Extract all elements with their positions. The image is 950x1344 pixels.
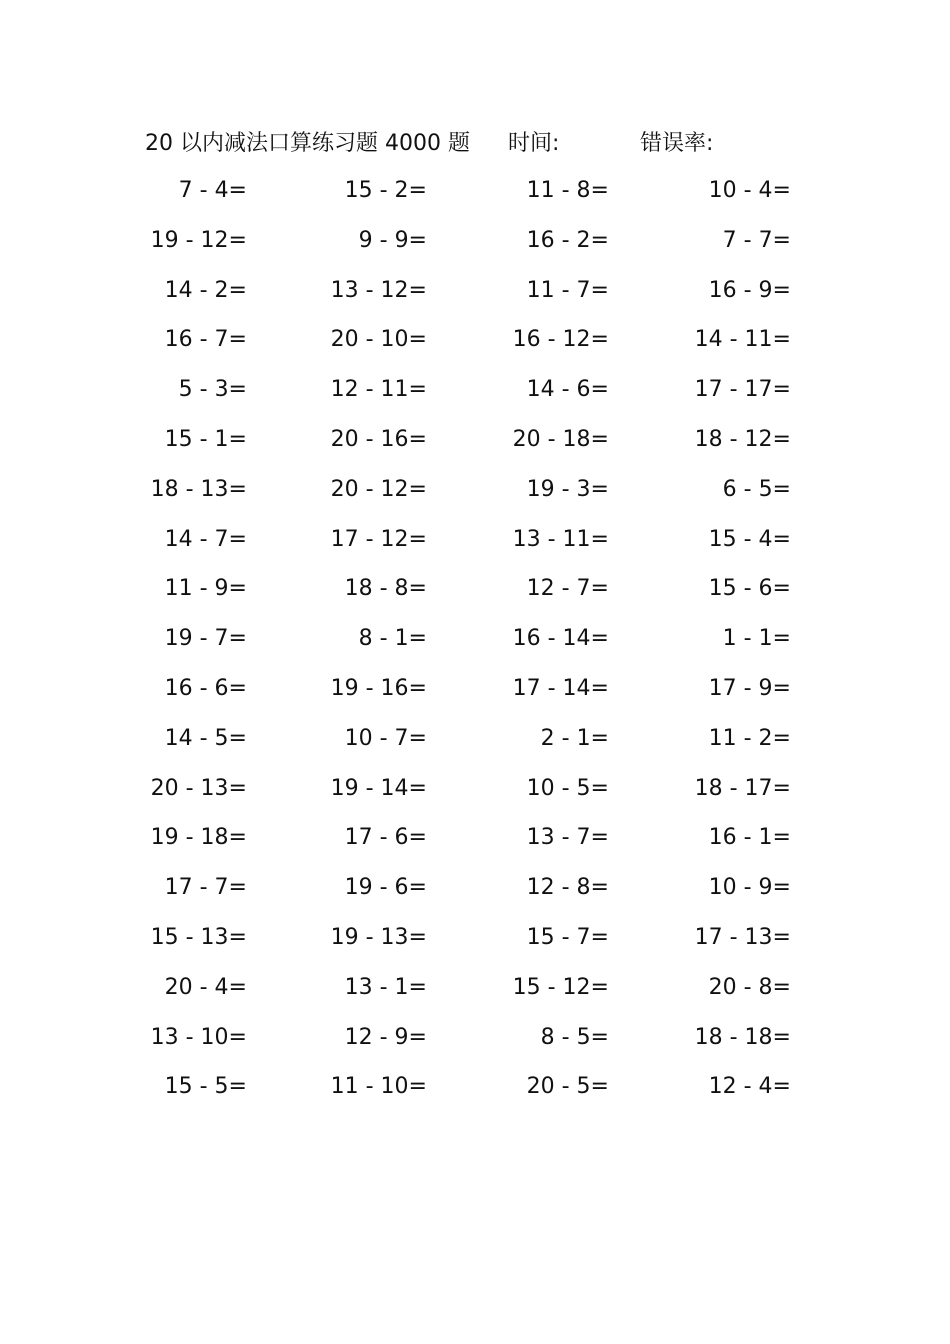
problem-cell: 16 - 7= — [164, 327, 247, 353]
problem-cell: 11 - 7= — [526, 277, 609, 303]
problem-cell: 13 - 12= — [330, 277, 427, 303]
problem-cell: 20 - 4= — [164, 974, 247, 1000]
problem-cell: 15 - 2= — [344, 178, 427, 203]
problem-cell: 13 - 11= — [512, 526, 609, 552]
problem-cell: 11 - 8= — [526, 178, 609, 203]
problem-cell: 13 - 1= — [344, 974, 427, 1000]
problem-cell: 13 - 10= — [150, 1024, 247, 1050]
problem-cell: 8 - 5= — [540, 1024, 609, 1050]
problem-cell: 17 - 12= — [330, 526, 427, 552]
problem-cell: 19 - 13= — [330, 924, 427, 950]
problem-cell: 18 - 18= — [694, 1024, 791, 1050]
problem-cell: 14 - 2= — [164, 277, 247, 303]
problem-cell: 14 - 6= — [526, 377, 609, 403]
problem-cell: 19 - 14= — [330, 775, 427, 801]
problem-cell: 20 - 10= — [330, 327, 427, 353]
problem-cell: 14 - 5= — [164, 725, 247, 751]
problem-cell: 7 - 4= — [178, 178, 247, 203]
problem-cell: 15 - 7= — [526, 924, 609, 950]
problem-cell: 5 - 3= — [178, 377, 247, 403]
problem-cell: 12 - 9= — [344, 1024, 427, 1050]
problem-cell: 20 - 13= — [150, 775, 247, 801]
problem-cell: 16 - 12= — [512, 327, 609, 353]
problem-cell: 19 - 18= — [150, 825, 247, 851]
problem-cell: 16 - 2= — [526, 227, 609, 253]
problem-cell: 18 - 12= — [694, 426, 791, 452]
problem-cell: 15 - 12= — [512, 974, 609, 1000]
problem-cell: 10 - 9= — [708, 875, 791, 901]
problem-cell: 15 - 1= — [164, 426, 247, 452]
problem-cell: 17 - 13= — [694, 924, 791, 950]
problem-cell: 10 - 5= — [526, 775, 609, 801]
worksheet-header — [0, 126, 950, 162]
time-label: 时间: — [508, 131, 560, 156]
problem-cell: 19 - 12= — [150, 227, 247, 253]
problem-cell: 10 - 4= — [708, 178, 791, 203]
worksheet-title: 20 以内减法口算练习题 4000 题 — [145, 131, 470, 156]
problem-cell: 9 - 9= — [358, 227, 427, 253]
problem-cell: 16 - 6= — [164, 675, 247, 701]
problem-cell: 19 - 3= — [526, 476, 609, 502]
problem-cell: 6 - 5= — [722, 476, 791, 502]
problem-cell: 17 - 6= — [344, 825, 427, 851]
problem-cell: 10 - 7= — [344, 725, 427, 751]
problem-cell: 13 - 7= — [526, 825, 609, 851]
problem-cell: 2 - 1= — [540, 725, 609, 751]
problem-cell: 20 - 18= — [512, 426, 609, 452]
problem-cell: 18 - 8= — [344, 576, 427, 602]
problem-cell: 15 - 4= — [708, 526, 791, 552]
problem-cell: 18 - 17= — [694, 775, 791, 801]
problem-cell: 16 - 1= — [708, 825, 791, 851]
problem-cell: 11 - 10= — [330, 1074, 427, 1100]
problem-cell: 7 - 7= — [722, 227, 791, 253]
problem-cell: 1 - 1= — [722, 626, 791, 652]
problem-cell: 17 - 17= — [694, 377, 791, 403]
problem-cell: 12 - 8= — [526, 875, 609, 901]
problem-cell: 14 - 7= — [164, 526, 247, 552]
problem-cell: 11 - 9= — [164, 576, 247, 602]
problem-cell: 15 - 6= — [708, 576, 791, 602]
problem-cell: 20 - 12= — [330, 476, 427, 502]
problem-cell: 20 - 8= — [708, 974, 791, 1000]
problem-cell: 16 - 9= — [708, 277, 791, 303]
problem-cell: 12 - 7= — [526, 576, 609, 602]
problem-cell: 19 - 7= — [164, 626, 247, 652]
problem-cell: 16 - 14= — [512, 626, 609, 652]
problem-grid — [135, 171, 815, 1117]
problem-cell: 17 - 7= — [164, 875, 247, 901]
problem-cell: 19 - 16= — [330, 675, 427, 701]
problem-cell: 15 - 13= — [150, 924, 247, 950]
problem-cell: 18 - 13= — [150, 476, 247, 502]
problem-cell: 20 - 16= — [330, 426, 427, 452]
problem-cell: 12 - 4= — [708, 1074, 791, 1100]
problem-cell: 20 - 5= — [526, 1074, 609, 1100]
problem-cell: 17 - 9= — [708, 675, 791, 701]
problem-cell: 17 - 14= — [512, 675, 609, 701]
error-rate-label: 错误率: — [640, 131, 714, 156]
problem-cell: 12 - 11= — [330, 377, 427, 403]
problem-cell: 8 - 1= — [358, 626, 427, 652]
problem-cell: 15 - 5= — [164, 1074, 247, 1100]
problem-cell: 11 - 2= — [708, 725, 791, 751]
problem-cell: 19 - 6= — [344, 875, 427, 901]
problem-cell: 14 - 11= — [694, 327, 791, 353]
